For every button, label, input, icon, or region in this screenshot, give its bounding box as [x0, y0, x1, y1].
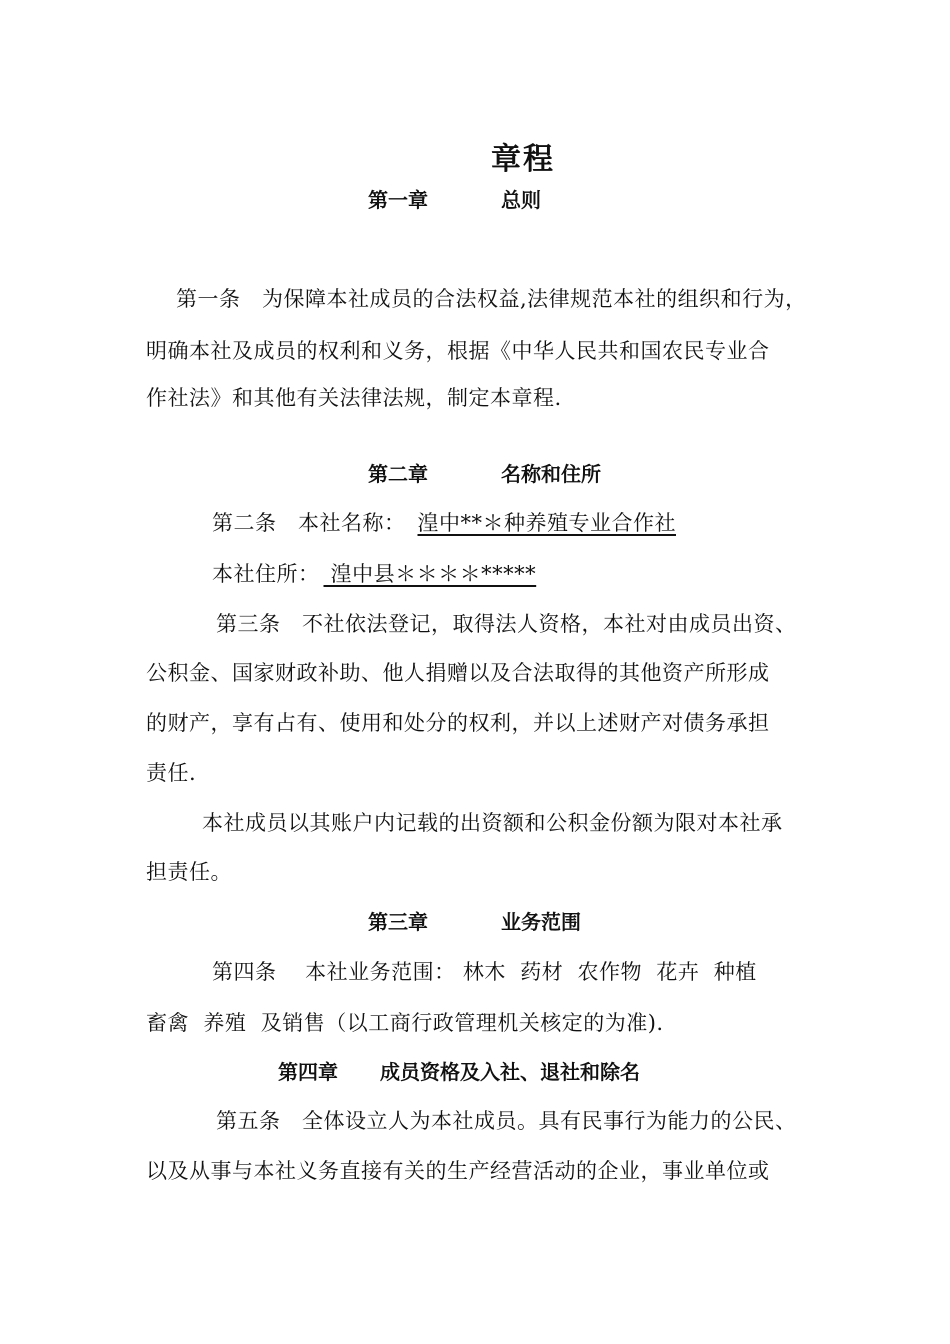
article-2-line — [212, 513, 676, 534]
article-3-line-5: 本社成员以其账户内记载的出资额和公积金份额为限对本社承 — [202, 811, 783, 835]
article-3-line-1: 第三条 不社依法登记，取得法人资格，本社对由成员出资、 — [216, 612, 797, 636]
article-3-line-6: 担责任。 — [146, 860, 232, 884]
article-2-name-label: 第二条 本社名称： — [212, 511, 406, 535]
article-5-line-1: 第五条 全体设立人为本社成员。具有民事行为能力的公民、 — [216, 1109, 797, 1133]
chapter-1-number: 第一章 — [368, 188, 428, 212]
chapter-4-name: 成员资格及入社、退社和除名 — [380, 1060, 640, 1084]
coop-name-value: 湟中**＊种养殖专业合作社 — [417, 511, 676, 535]
document-title: 章程 — [491, 142, 555, 177]
chapter-3-number: 第三章 — [368, 910, 428, 934]
address-value: 湟中县＊＊＊＊***** — [323, 562, 537, 586]
article-4-line-2: 畜禽 养殖 及销售（以工商行政管理机关核定的为准). — [146, 1011, 664, 1035]
article-4-line-1: 第四条 本社业务范围： 林木 药材 农作物 花卉 种植 — [212, 960, 757, 984]
chapter-3-name: 业务范围 — [501, 910, 581, 934]
article-1-line-2: 明确本社及成员的权利和义务，根据《中华人民共和国农民专业合 — [146, 339, 770, 363]
article-3-line-3: 的财产，享有占有、使用和处分的权利，并以上述财产对债务承担 — [146, 711, 770, 735]
chapter-2-name: 名称和住所 — [501, 462, 601, 486]
chapter-1-name: 总则 — [501, 188, 541, 212]
article-2-address-line — [212, 564, 536, 585]
chapter-4-number: 第四章 — [278, 1060, 338, 1084]
article-1-line-3: 作社法》和其他有关法律法规，制定本章程. — [146, 386, 562, 410]
article-3-line-2: 公积金、国家财政补助、他人捐赠以及合法取得的其他资产所形成 — [146, 661, 770, 685]
article-1-line-1: 第一条 为保障本社成员的合法权益,法律规范本社的组织和行为， — [176, 287, 807, 311]
chapter-2-number: 第二章 — [368, 462, 428, 486]
address-label: 本社住所： — [212, 562, 320, 586]
article-5-line-2: 以及从事与本社义务直接有关的生产经营活动的企业，事业单位或 — [146, 1159, 770, 1183]
article-3-line-4: 责任. — [146, 761, 197, 785]
